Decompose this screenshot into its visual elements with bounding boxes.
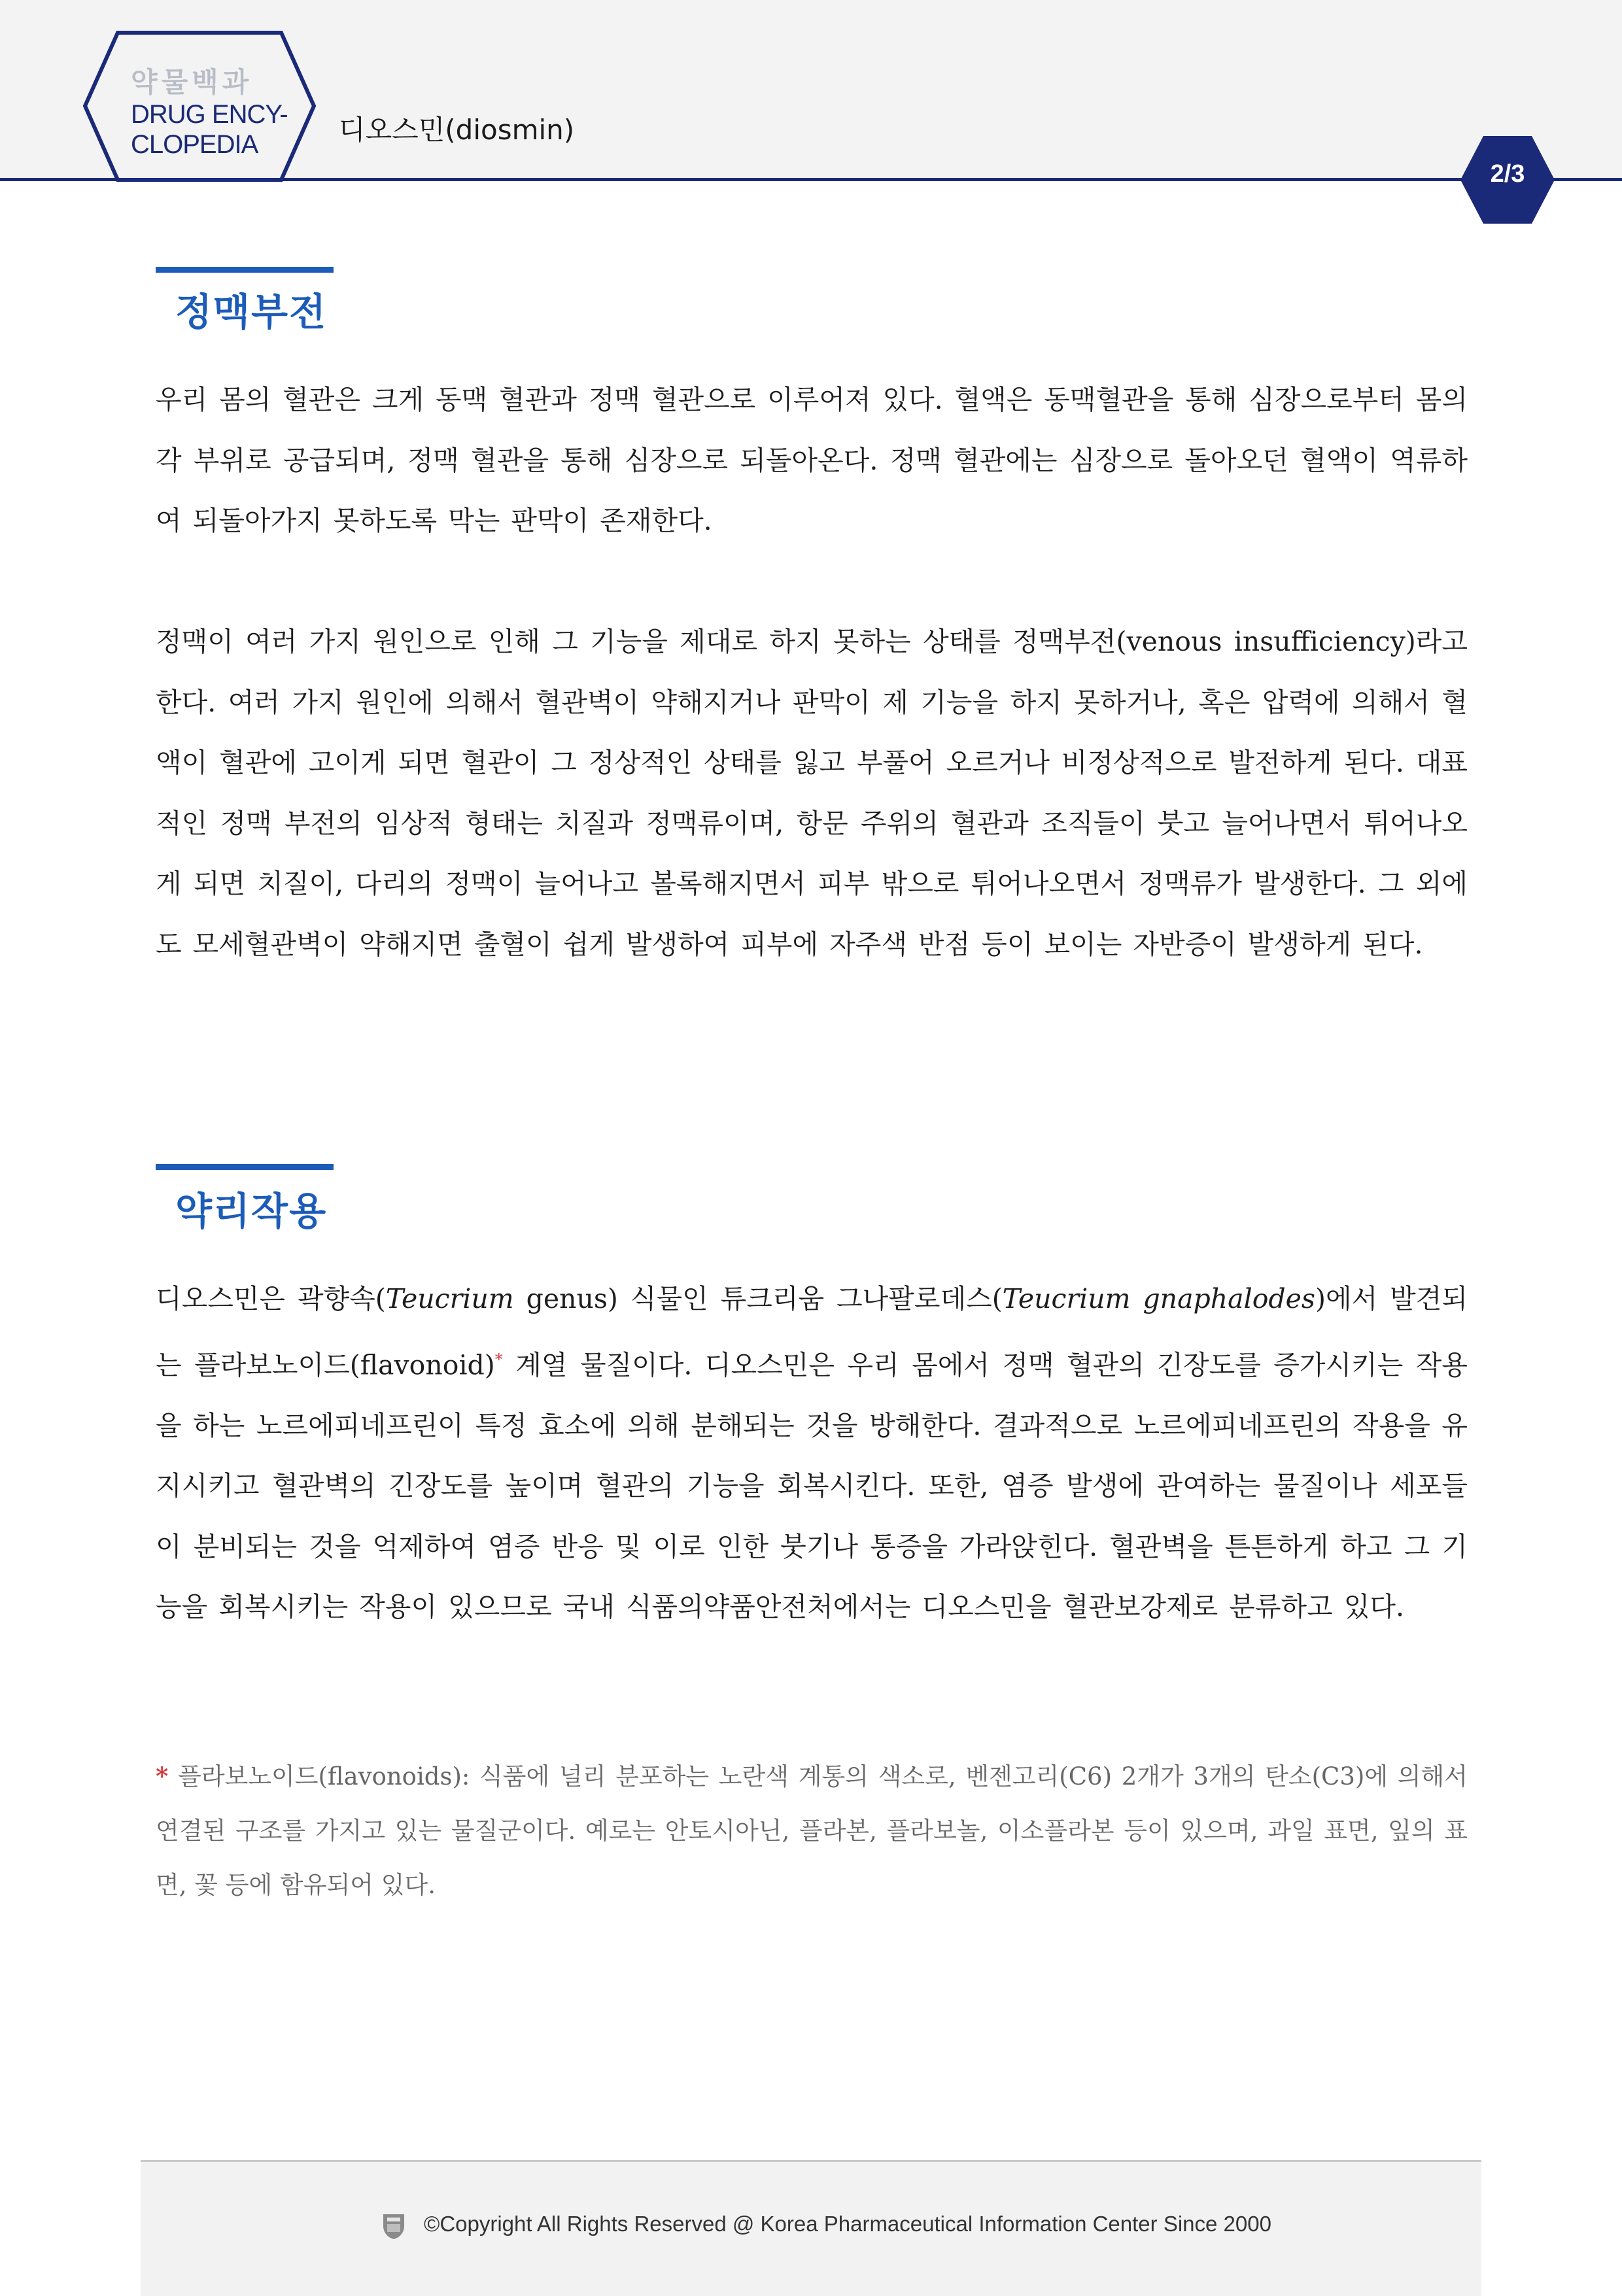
italic-species: Teucrium gnaphalodes (1002, 1283, 1315, 1314)
footnote-marker[interactable]: * (494, 1350, 503, 1369)
section-title-pharmacology: 약리작용 (175, 1189, 328, 1233)
text-run: )에서 발견되는 플라보노이드(flavonoid) (156, 1283, 1468, 1381)
italic-genus: Teucrium (385, 1283, 514, 1314)
section-accent-bar (156, 1164, 334, 1170)
paragraph (156, 1269, 1468, 1637)
footnote-text: 플라보노이드(flavonoids): 식품에 널리 분포하는 노란색 계통의 색소로, 벤젠고리(C6) 2개가 3개의 탄소(C3)에 의해서 연결된 구조를 가지고 있는 물질군이다. 예로는 안토시아닌, 플라본, 플라보놀, 이소플라본 등이 있으며, 과일 표면, 잎의 표면, 꽃 등에 함유되어 있다. (156, 1762, 1468, 1899)
text-run: genus) 식물인 튜크리움 그나팔로데스( (513, 1283, 1003, 1314)
paragraph: 정맥이 여러 가지 원인으로 인해 그 기능을 제대로 하지 못하는 상태를 정맥부전(venous insufficiency)라고 한다. 여러 가지 원인에 의해서 혈관벽이 약해지거나 판막이 제 기능을 하지 못하거나, 혹은 압력에 의해서 혈액이 혈관에 고이게 되면 혈관이 그 정상적인 상태를 잃고 부풀어 오르거나 비정상적으로 발전하게 된다. 대표적인 정맥 부전의 임상적 형태는 치질과 정맥류이며, 항문 주위의 혈관과 조직들이 붓고 늘어나면서 튀어나오게 되면 치질이, 다리의 정맥이 늘어나고 볼록해지면서 피부 밖으로 튀어나오면서 정맥류가 발생한다. 그 외에도 모세혈관벽이 약해지면 출혈이 쉽게 발생하여 피부에 자주색 반점 등이 보이는 자반증이 발생하게 된다. (156, 626, 1468, 960)
logo-english-line1: DRUG ENCY- (131, 100, 288, 129)
text-run: 디오스민은 곽향속( (156, 1283, 386, 1314)
page-indicator: 2/3 (1490, 160, 1525, 188)
document-title: 디오스민(diosmin) (339, 114, 575, 146)
logo[interactable] (131, 65, 301, 160)
text-run: 계열 물질이다. 디오스민은 우리 몸에서 정맥 혈관의 긴장도를 증가시키는 작용을 하는 노르에피네프린이 특정 효소에 의해 분해되는 것을 방해한다. 결과적으로 노르에피네프린의 작용을 유지시키고 혈관벽의 긴장도를 높이며 혈관의 기능을 회복시킨다. 또한, 염증 발생에 관여하는 물질이나 세포들이 분비되는 것을 억제하여 염증 반응 및 이로 인한 붓기나 통증을 가라앉힌다. 혈관벽을 튼튼하게 하고 그 기능을 회복시키는 작용이 있으므로 국내 식품의약품안전처에서는 디오스민을 혈관보강제로 분류하고 있다. (156, 1349, 1468, 1623)
logo-english-line2: CLOPEDIA (131, 130, 258, 159)
footnote-star: * (156, 1762, 169, 1791)
copyright-text: ©Copyright All Rights Reserved @ Korea Pharmaceutical Information Center Since 2000 (424, 2212, 1271, 2236)
footnote (156, 1749, 1468, 1912)
paragraph: 우리 몸의 혈관은 크게 동맥 혈관과 정맥 혈관으로 이루어져 있다. 혈액은 동맥혈관을 통해 심장으로부터 몸의 각 부위로 공급되며, 정맥 혈관을 통해 심장으로 되돌아온다. 정맥 혈관에는 심장으로 돌아오던 혈액이 역류하여 되돌아가지 못하도록 막는 판막이 존재한다. (156, 384, 1468, 536)
logo-korean: 약물백과 (131, 67, 253, 97)
section-accent-bar (156, 267, 334, 273)
section-title-venous-insufficiency: 정맥부전 (175, 290, 328, 334)
shield-crest-icon (381, 2212, 406, 2240)
